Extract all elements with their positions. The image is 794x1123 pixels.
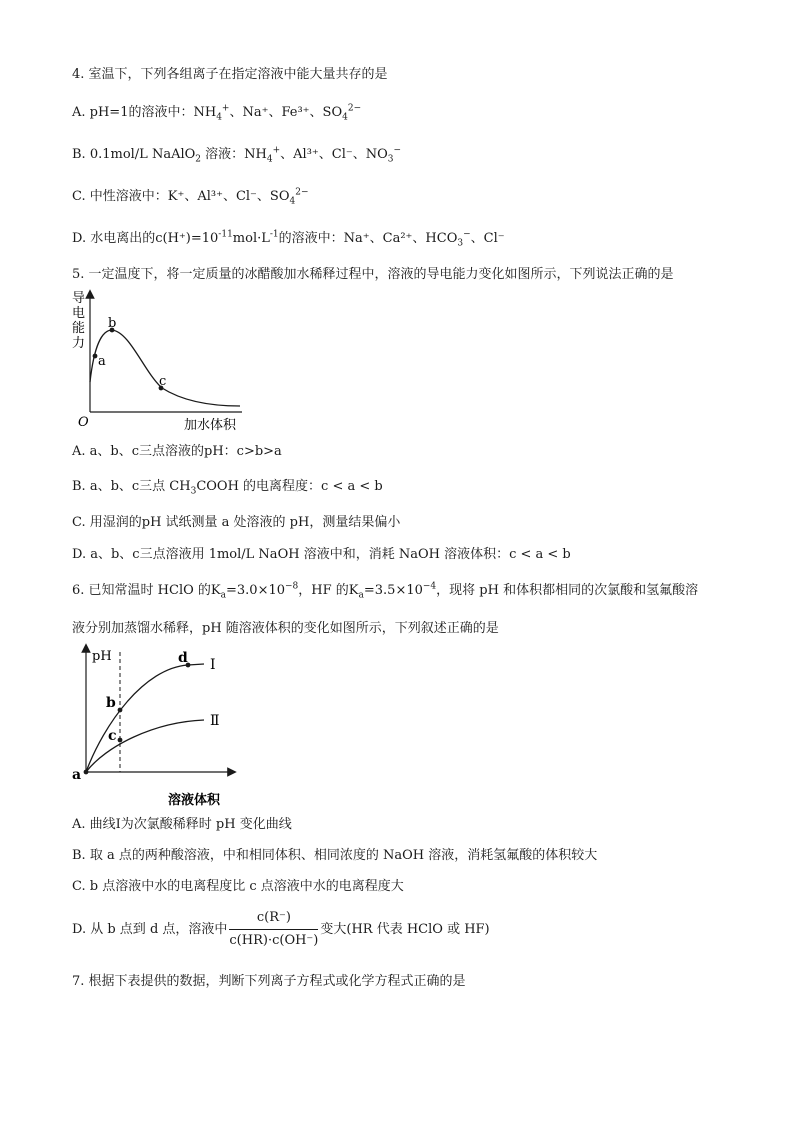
q5-ylabel-1: 导 (72, 291, 86, 306)
q6-label-d: d (178, 650, 188, 666)
q6-ph-figure (64, 640, 264, 810)
q7-stem: 7. 根据下表提供的数据，判断下列离子方程式或化学方程式正确的是 (72, 974, 466, 989)
q6-label-c: c (108, 728, 117, 744)
q5-label-b: b (108, 316, 117, 331)
q6-point-c (118, 738, 123, 743)
q5-curve (90, 330, 240, 406)
q5-origin-label: O (78, 415, 89, 430)
q6-label-b: b (106, 695, 116, 711)
q5-ylabel-2: 电 (72, 306, 86, 321)
q6-option-d: D. 从 b 点到 d 点，溶液中 $\frac{c(R^-)}{c(HR)\cdot c(OH^-)}$ 变大(HR 代表 HClO 或 HF) (72, 908, 490, 951)
q5-label-a: a (98, 354, 106, 369)
q5-stem: 5. 一定温度下，将一定质量的冰醋酸加水稀释过程中，溶液的导电能力变化如图所示，下列说法正确的是 (72, 267, 674, 282)
q6-ylabel: pH (92, 649, 112, 664)
q4-option-a: A. pH=1的溶液中：$NH_4^+$、Na⁺、Fe³⁺、$SO_4^{2-}$ (72, 103, 362, 123)
q5-ylabel-4: 力 (72, 336, 86, 351)
q5-label-c: c (159, 374, 167, 389)
q6-point-b (118, 708, 123, 713)
q5-conductivity-figure (64, 286, 264, 436)
q4-stem: 4. 室温下，下列各组离子在指定溶液中能大量共存的是 (72, 67, 388, 82)
q6-curve-II (86, 720, 204, 772)
q4-option-b: B. 0.1mol/L NaAlO$_2$ 溶液：$NH_4^+$、Al³⁺、Cl⁻、$NO_3^-$ (72, 145, 402, 165)
q5-option-b: B. a、b、c三点 $CH_3COOH$ 的电离程度：c < a < b (72, 479, 383, 497)
q6-stem-line1: 6. 已知常温时 HClO 的$K_a=3.0\times 10^{-8}$，HF 的$K_a=3.5\times 10^{-4}$，现将 pH 和体积都相同的次氯酸和氢氟酸溶 (72, 581, 699, 601)
q6-option-b: B. 取 a 点的两种酸溶液，中和相同体积、相同浓度的 NaOH 溶液，消耗氢氟酸的体积较大 (72, 848, 598, 863)
q5-option-c: C. 用湿润的pH 试纸测量 a 处溶液的 pH，测量结果偏小 (72, 515, 401, 530)
q6-curve-II-label: Ⅱ (210, 713, 220, 729)
q6-point-a (84, 770, 89, 775)
q4-option-d: D. 水电离出的$c(H^+)=10^{-11}mol\cdot L^{-1}$的溶液中：Na⁺、Ca²⁺、$HCO_3^-$、Cl⁻ (72, 229, 505, 249)
q6-option-c: C. b 点溶液中水的电离程度比 c 点溶液中水的电离程度大 (72, 879, 404, 894)
q6-option-a: A. 曲线Ⅰ为次氯酸稀释时 pH 变化曲线 (72, 817, 292, 832)
q5-option-a: A. a、b、c三点溶液的pH：c>b>a (72, 444, 282, 459)
q5-option-d: D. a、b、c三点溶液用 1mol/L NaOH 溶液中和，消耗 NaOH 溶液体积：c < a < b (72, 547, 571, 562)
q6-label-a: a (72, 767, 82, 783)
q6-curve-I-label: Ⅰ (210, 657, 216, 673)
q5-ylabel-3: 能 (72, 321, 86, 336)
q6-curve-I (86, 664, 204, 772)
q5-xlabel: 加水体积 (184, 418, 237, 433)
q4-option-c: C. 中性溶液中：K⁺、Al³⁺、Cl⁻、$SO_4^{2-}$ (72, 187, 309, 207)
q6-stem-line2: 液分别加蒸馏水稀释，pH 随溶液体积的变化如图所示，下列叙述正确的是 (72, 621, 499, 636)
q5-point-a (93, 354, 98, 359)
q6-xlabel: 溶液体积 (168, 793, 221, 808)
q6-fraction: $\frac{c(R^-)}{c(HR)\cdot c(OH^-)}$ (229, 910, 319, 948)
